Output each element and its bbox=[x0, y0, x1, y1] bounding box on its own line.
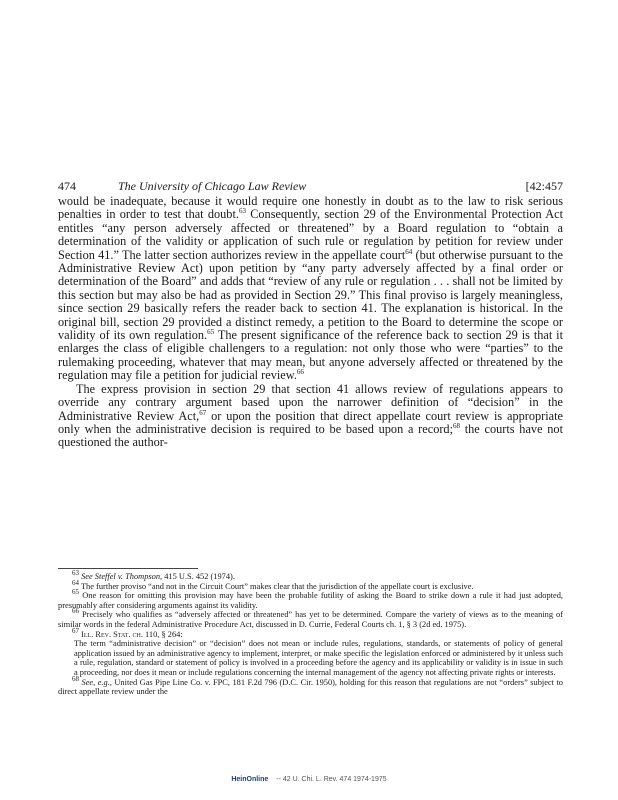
volume-citation: [42:457 bbox=[525, 179, 563, 193]
citation-signal: See, e.g., bbox=[81, 677, 112, 687]
footnote-ref-67[interactable]: 67 bbox=[199, 408, 207, 417]
footnote-divider bbox=[58, 568, 198, 569]
footnote-66 bbox=[58, 607, 563, 629]
footnote-number: 65 bbox=[72, 588, 79, 597]
footnote-number: 63 bbox=[72, 569, 79, 578]
footnote-68 bbox=[58, 674, 563, 697]
journal-title: The University of Chicago Law Review bbox=[118, 179, 307, 193]
footnote-67 bbox=[58, 626, 563, 640]
heinonline-logo[interactable]: HeinOnline bbox=[231, 776, 269, 783]
footnote-text: Ill. Rev. Stat. ch. 110, § 264: bbox=[79, 629, 183, 639]
footnote-number: 64 bbox=[72, 578, 79, 587]
footnote-65 bbox=[58, 588, 563, 610]
body-text: the courts have not questioned the author- bbox=[58, 421, 563, 450]
footnote-67-quote: The term “administrative decision” or “decision” does not mean or include rules, regulations, standards, or statements of policy of general application issued by an administrative agency to implement, interpret, or make specific the legislation enforced or administered by it unless such a rule, regulation, standard or statement of policy is involved in a proceeding before the agency and its applicability or validity is in issue in such a proceeding, nor does it mean or include regulations concerning the internal management of the agency not affecting private rights or interests. bbox=[74, 639, 563, 677]
running-header bbox=[58, 179, 563, 195]
body-text: (but otherwise pursuant to the Administrative Review Act) upon petition by “any party adversely affected by a final order or determination of the Board” and adds that “review of any rule or regulation . . . shall not be limited by this section but may also be had as provided in Section 29.” This final proviso is largely meaningless, since section 29 basically refers the reader back to section 41. The explanation is historical. In the original bill, section 29 provided a distinct remedy, a petition to the Board to determine the scope or validity of its own regulation. bbox=[58, 247, 563, 343]
footnote-text: Precisely who qualifies as “adversely affected or threatened” has yet to be determined. Compare the variety of views as to the meaning of similar words in the federal Administrative Procedure Act, discussed in D. Currie, Federal Courts ch. 1, § 3 (2d ed. 1975). bbox=[58, 610, 563, 629]
footnote-text: The further proviso “and not in the Circuit Court” makes clear that the jurisdiction of the appellate court is exclusive. bbox=[79, 581, 474, 591]
footnote-number: 68 bbox=[72, 674, 79, 683]
footnotes bbox=[58, 569, 563, 697]
page-footer bbox=[0, 776, 618, 783]
case-name: See Steffel v. Thompson, bbox=[81, 572, 163, 581]
footnote-ref-65[interactable]: 65 bbox=[207, 327, 215, 336]
footnote-64 bbox=[58, 578, 563, 592]
footnote-text: 415 U.S. 452 (1974). bbox=[162, 572, 235, 581]
footnote-ref-68[interactable]: 68 bbox=[453, 421, 460, 430]
body-text: The express provision in section 29 that section 41 allows review of regulations appears to override any contrary argument based upon the narrower definition of “decision” in the Administrative Review Act, bbox=[58, 381, 563, 423]
footnote-ref-66[interactable]: 66 bbox=[296, 368, 304, 377]
body-text: or upon the position that direct appellate court review is appropriate only when the administrative decision is required to be based upon a record; bbox=[58, 408, 564, 436]
footnote-number: 67 bbox=[72, 626, 79, 635]
footnote-ref-63[interactable]: 63 bbox=[238, 207, 246, 216]
footnote-63 bbox=[58, 569, 563, 582]
footnote-ref-64[interactable]: 64 bbox=[405, 247, 413, 256]
footnote-text: One reason for omitting this provision may have been the probable futility of asking the Board to strike down a rule it had just adopted, presumably after considering arguments against its validity. bbox=[58, 591, 563, 610]
footnote-text: United Gas Pipe Line Co. v. FPC, 181 F.2d 796 (D.C. Cir. 1950), holding for this reason that regulations are not “orders” subject to direct appellate review under the bbox=[58, 677, 563, 697]
body-text: The present significance of the reference back to section 29 is that it enlarges the class of eligible challengers to a regulation: not only those who were “parties” to the rulemaking proceeding, whatever that may mean, but anyone adversely affected or threatened by the regulation may file a petition for judicial review. bbox=[58, 328, 563, 383]
source-citation: -- 42 U. Chi. L. Rev. 474 1974-1975 bbox=[276, 776, 387, 783]
footnote-number: 66 bbox=[72, 607, 79, 616]
body-paragraph-1 bbox=[58, 195, 563, 383]
body-text: would be inadequate, because it would require one honestly in doubt as to the law to risk serious penalties in order to test that doubt. bbox=[58, 194, 563, 222]
body-paragraph-2 bbox=[58, 383, 563, 450]
page-number: 474 bbox=[58, 179, 76, 193]
article-body bbox=[58, 195, 563, 450]
body-text: Consequently, section 29 of the Environmental Protection Act entitles “any person adversely affected or threatened” by a Board regulation to “obtain a determination of the validity or application of such rule or regulation by petition for review under Section 41.” The latter section authorizes review in the appellate court bbox=[58, 207, 564, 262]
